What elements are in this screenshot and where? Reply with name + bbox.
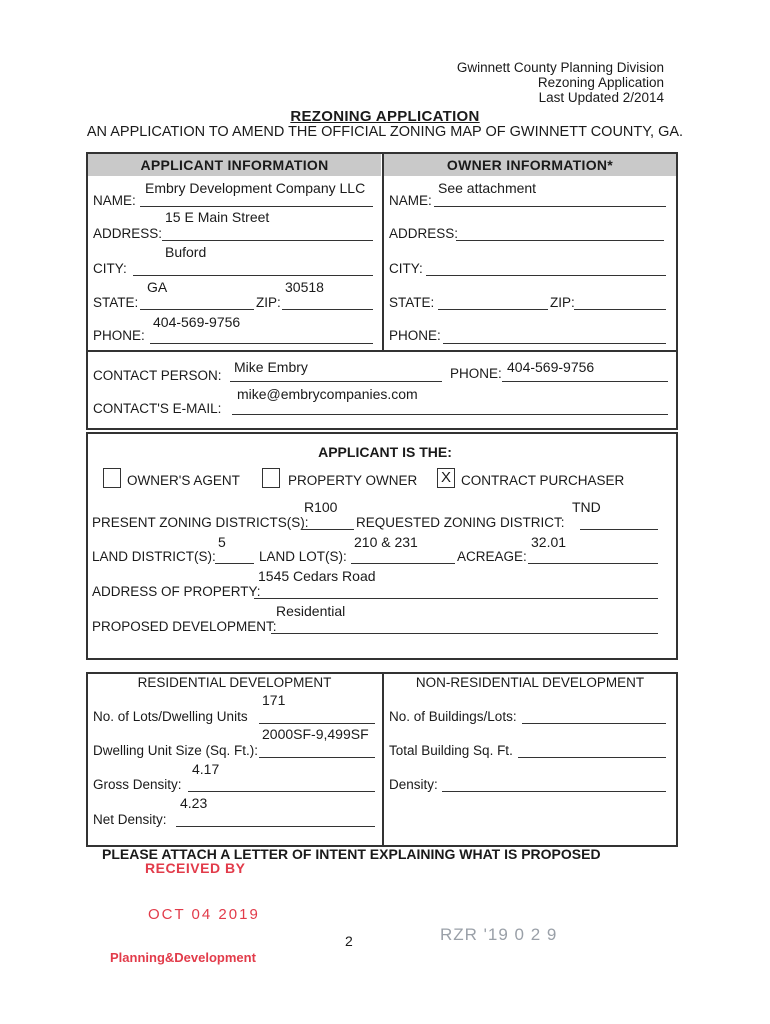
applicant-phone-label: PHONE: bbox=[93, 328, 145, 343]
acreage-value[interactable]: 32.01 bbox=[531, 534, 567, 550]
owner-phone-label: PHONE: bbox=[389, 328, 441, 343]
applicant-state-line bbox=[140, 309, 254, 310]
received-date-stamp: OCT 04 2019 bbox=[148, 906, 260, 923]
net-density-value[interactable]: 4.23 bbox=[180, 795, 208, 811]
land-lot-value[interactable]: 210 & 231 bbox=[354, 534, 418, 550]
nonres-density-line bbox=[442, 791, 666, 792]
land-lot-label: LAND LOT(S): bbox=[259, 549, 347, 564]
nonresidential-heading: NON-RESIDENTIAL DEVELOPMENT bbox=[415, 675, 645, 690]
contact-phone-value[interactable]: 404-569-9756 bbox=[507, 359, 595, 375]
net-density-label: Net Density: bbox=[93, 812, 167, 827]
applicant-zip-line bbox=[282, 309, 373, 310]
contact-email-value[interactable]: mike@embrycompanies.com bbox=[237, 386, 418, 402]
development-divider bbox=[382, 672, 384, 847]
owner-state-line bbox=[438, 309, 548, 310]
applicant-phone-line bbox=[150, 343, 373, 344]
gross-density-line bbox=[188, 791, 375, 792]
lots-label: No. of Lots/Dwelling Units bbox=[93, 709, 248, 724]
owner-state-label: STATE: bbox=[389, 295, 435, 310]
applicant-is-heading: APPLICANT IS THE: bbox=[318, 444, 452, 460]
land-lot-line bbox=[351, 563, 455, 564]
property-address-value[interactable]: 1545 Cedars Road bbox=[258, 568, 376, 584]
header-division: Gwinnett County Planning Division bbox=[456, 60, 664, 75]
unit-size-label: Dwelling Unit Size (Sq. Ft.): bbox=[93, 743, 259, 758]
building-sqft-label: Total Building Sq. Ft. bbox=[389, 743, 513, 758]
applicant-heading: APPLICANT INFORMATION bbox=[88, 154, 381, 176]
lots-value[interactable]: 171 bbox=[262, 692, 286, 708]
owner-city-label: CITY: bbox=[389, 261, 423, 276]
property-address-line bbox=[254, 598, 658, 599]
applicant-name-value[interactable]: Embry Development Company LLC bbox=[145, 180, 366, 196]
owner-name-label: NAME: bbox=[389, 193, 432, 208]
owner-address-line bbox=[456, 240, 664, 241]
case-number-stamp: RZR '19 0 2 9 bbox=[440, 925, 558, 944]
lots-line bbox=[259, 723, 375, 724]
form-subtitle: AN APPLICATION TO AMEND THE OFFICIAL ZONING MAP OF GWINNETT COUNTY, GA. bbox=[86, 124, 684, 140]
column-divider bbox=[382, 152, 384, 352]
gross-density-value[interactable]: 4.17 bbox=[192, 761, 220, 777]
owner-name-value[interactable]: See attachment bbox=[438, 180, 537, 196]
applicant-state-value[interactable]: GA bbox=[147, 279, 168, 295]
applicant-address-value[interactable]: 15 E Main Street bbox=[165, 209, 270, 225]
owner-zip-label: ZIP: bbox=[550, 295, 575, 310]
applicant-city-label: CITY: bbox=[93, 261, 127, 276]
received-stamp: RECEIVED BY bbox=[145, 860, 246, 876]
property-address-label: ADDRESS OF PROPERTY: bbox=[92, 584, 261, 599]
department-stamp: Planning&Development bbox=[110, 950, 256, 965]
contact-phone-line bbox=[502, 381, 668, 382]
land-district-label: LAND DISTRICT(S): bbox=[92, 549, 216, 564]
contract-purchaser-label: CONTRACT PURCHASER bbox=[461, 473, 625, 488]
contact-phone-label: PHONE: bbox=[450, 366, 502, 381]
building-sqft-line bbox=[518, 757, 666, 758]
gross-density-label: Gross Density: bbox=[93, 777, 182, 792]
applicant-name-line bbox=[140, 206, 373, 207]
applicant-zip-label: ZIP: bbox=[256, 295, 281, 310]
present-zoning-value[interactable]: R100 bbox=[304, 499, 338, 515]
property-owner-label: PROPERTY OWNER bbox=[288, 473, 418, 488]
owner-name-line bbox=[434, 206, 666, 207]
owner-address-label: ADDRESS: bbox=[389, 226, 459, 241]
header-updated: Last Updated 2/2014 bbox=[538, 90, 664, 105]
net-density-line bbox=[176, 826, 375, 827]
page-number: 2 bbox=[345, 933, 353, 949]
contact-person-label: CONTACT PERSON: bbox=[93, 368, 222, 383]
acreage-line bbox=[528, 563, 658, 564]
unit-size-value[interactable]: 2000SF-9,499SF bbox=[262, 726, 369, 742]
land-district-value[interactable]: 5 bbox=[218, 534, 226, 550]
applicant-city-value[interactable]: Buford bbox=[165, 244, 207, 260]
land-district-line bbox=[215, 563, 254, 564]
present-zoning-line bbox=[301, 529, 354, 530]
header-form-name: Rezoning Application bbox=[537, 75, 664, 90]
applicant-address-line bbox=[162, 240, 373, 241]
form-title: REZONING APPLICATION bbox=[290, 108, 480, 125]
owner-heading: OWNER INFORMATION* bbox=[384, 154, 676, 176]
contact-email-line bbox=[232, 414, 668, 415]
requested-zoning-label: REQUESTED ZONING DISTRICT: bbox=[356, 515, 565, 530]
owner-city-line bbox=[426, 275, 666, 276]
acreage-label: ACREAGE: bbox=[457, 549, 527, 564]
owners-agent-label: OWNER'S AGENT bbox=[127, 473, 240, 488]
letter-of-intent-note: PLEASE ATTACH A LETTER OF INTENT EXPLAINING WHAT IS PROPOSED bbox=[102, 846, 601, 862]
buildings-line bbox=[522, 723, 666, 724]
applicant-name-label: NAME: bbox=[93, 193, 136, 208]
owner-zip-line bbox=[574, 309, 666, 310]
proposed-development-label: PROPOSED DEVELOPMENT: bbox=[92, 619, 277, 634]
residential-heading: RESIDENTIAL DEVELOPMENT bbox=[137, 675, 332, 690]
applicant-phone-value[interactable]: 404-569-9756 bbox=[153, 314, 241, 330]
contact-email-label: CONTACT'S E-MAIL: bbox=[93, 401, 222, 416]
property-owner-checkbox[interactable] bbox=[262, 468, 280, 488]
contact-person-line bbox=[230, 381, 442, 382]
applicant-state-label: STATE: bbox=[93, 295, 139, 310]
present-zoning-label: PRESENT ZONING DISTRICTS(S): bbox=[92, 515, 309, 530]
unit-size-line bbox=[259, 757, 375, 758]
nonres-density-label: Density: bbox=[389, 777, 438, 792]
proposed-development-line bbox=[271, 633, 658, 634]
requested-zoning-value[interactable]: TND bbox=[572, 499, 601, 515]
owner-phone-line bbox=[443, 343, 666, 344]
requested-zoning-line bbox=[580, 529, 658, 530]
applicant-zip-value[interactable]: 30518 bbox=[285, 279, 324, 295]
contact-person-value[interactable]: Mike Embry bbox=[234, 359, 308, 375]
owners-agent-checkbox[interactable] bbox=[103, 468, 121, 488]
buildings-label: No. of Buildings/Lots: bbox=[389, 709, 517, 724]
applicant-address-label: ADDRESS: bbox=[93, 226, 163, 241]
contract-purchaser-checkbox[interactable]: X bbox=[437, 468, 455, 488]
proposed-development-value[interactable]: Residential bbox=[276, 603, 346, 619]
applicant-city-line bbox=[133, 275, 373, 276]
